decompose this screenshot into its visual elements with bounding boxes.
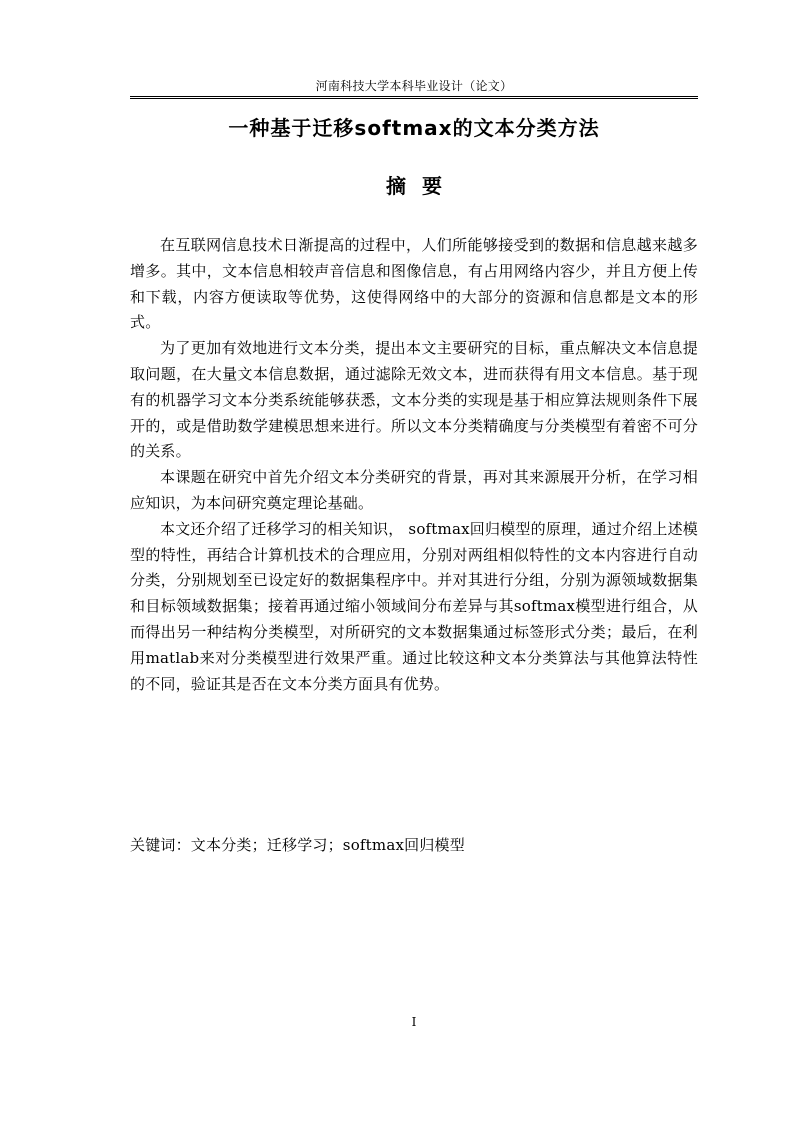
running-header: 河南科技大学本科毕业设计（论文）: [315, 79, 513, 93]
header-rule: [130, 96, 698, 97]
abstract-paragraph-2: 为了更加有效地进行文本分类，提出本文主要研究的目标，重点解决文本信息提取问题，在大量文本信息数据，通过滤除无效文本，进而获得有用文本信息。基于现有的机器学习文本分类系统能够获悉，文本分类的实现是基于相应算法规则条件下展开的，或是借助数学建模思想来进行。所以文本分类精确度与分类模型有着密不可分的关系。: [130, 339, 698, 461]
paper-title: 一种基于迁移softmax的文本分类方法: [228, 116, 600, 140]
header-rule-double: [130, 98, 698, 99]
abstract-paragraph-3: 本课题在研究中首先介绍文本分类研究的背景，再对其来源展开分析，在学习相应知识，为本问研究奠定理论基础。: [130, 468, 698, 512]
abstract-paragraph-4: 本文还介绍了迁移学习的相关知识， softmax回归模型的原理，通过介绍上述模型的特性，再结合计算机技术的合理应用，分别对两组相似特性的文本内容进行自动分类，分别规划至已设定好的数据集程序中。并对其进行分组，分别为源领域数据集和目标领域数据集；接着再通过缩小领域间分布差异与其softmax模型进行组合，从而得出另一种结构分类模型，对所研究的文本数据集通过标签形式分类；最后，在利用matlab来对分类模型进行效果严重。通过比较这种文本分类算法与其他算法特性的不同，验证其是否在文本分类方面具有优势。: [130, 519, 698, 693]
abstract-paragraph-1: 在互联网信息技术日渐提高的过程中，人们所能够接受到的数据和信息越来越多增多。其中，文本信息相较声音信息和图像信息，有占用网络内容少，并且方便上传和下载，内容方便读取等优势，这使得网络中的大部分的资源和信息都是文本的形式。: [130, 236, 698, 332]
keywords-line: 关键词：文本分类；迁移学习；softmax回归模型: [130, 836, 465, 854]
abstract-body: [130, 233, 698, 697]
page-number: I: [411, 1015, 417, 1029]
abstract-heading: 摘要: [386, 174, 458, 198]
